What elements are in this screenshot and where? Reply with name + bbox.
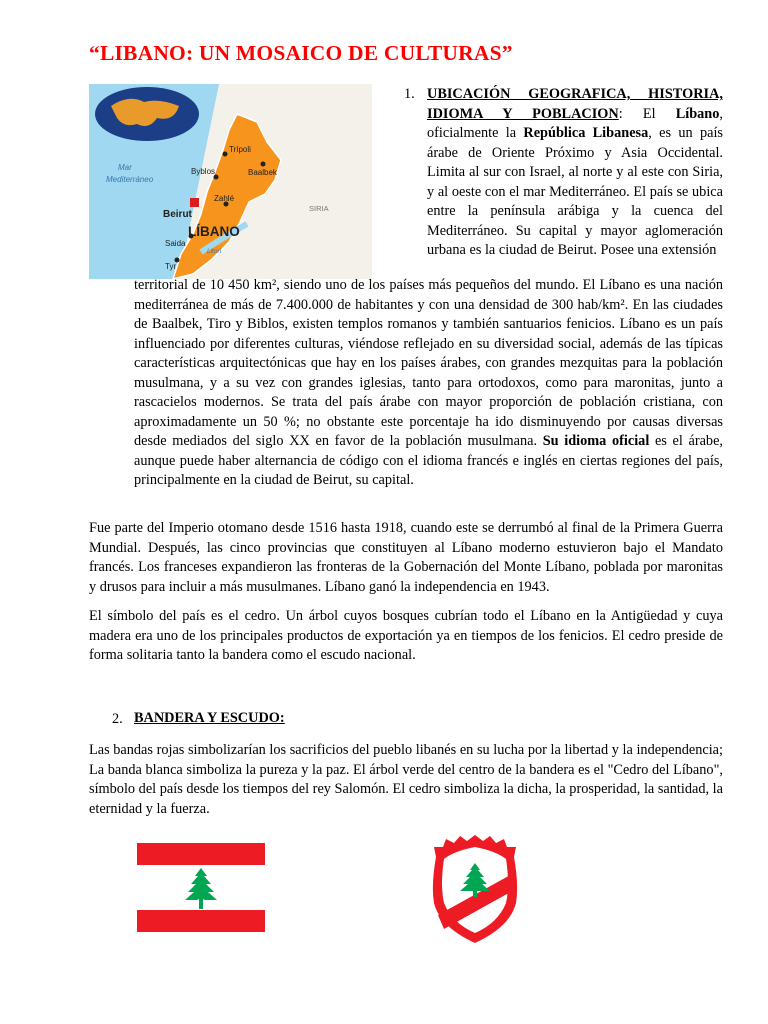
lebanon-map-image <box>89 84 372 279</box>
coast-label: Litorí <box>207 248 222 255</box>
flag-paragraph: Las bandas rojas simbolizarían los sacrificios del pueblo libanés en su lucha por la libertad y la independencia; La banda blanca simboliza la pureza y la paz. El árbol verde del centro de la bandera es el "Cedro del Líbano", símbolo del país desde los tiempos del rey Salomón. El cedro simboliza la dicha, la prosperidad, la santidad, la eternidad y la fuerza. <box>89 742 723 817</box>
city-label-byblos: Byblos <box>191 167 216 176</box>
coat-of-arms-image <box>430 833 520 945</box>
section-1-intro: UBICACIÓN GEOGRAFICA, HISTORIA, IDIOMA Y POBLACION: El Líbano, oficialmente la República Libanesa, es un país árabe de Oriente Próximo y Asia Occidental. Limita al sur con Israel, al norte y al este con Siria, y al oeste con el mar Mediterráneo. El país se ubica entre la península arábiga y la cuenca del Mediterráneo. Su capital y mayor aglomeración urbana es la ciudad de Beirut. Posee una extensión <box>427 86 723 258</box>
document-title: “LIBANO: UN MOSAICO DE CULTURAS” <box>89 41 513 65</box>
city-label-zahle: Zahlé <box>214 194 235 203</box>
lebanon-flag-image <box>137 843 265 932</box>
section-1-heading: UBICACIÓN GEOGRAFICA, HISTORIA, IDIOMA Y POBLACION <box>427 86 723 122</box>
neighbor-label: SIRIA <box>309 204 329 213</box>
section-1-number: 1. <box>404 86 415 102</box>
section-2-number: 2. <box>112 711 123 727</box>
history-paragraph: Fue parte del Imperio otomano desde 1516 hasta 1918, cuando este se derrumbó al final de la Primera Guerra Mundial. Después, las cinco provincias que constituyen al Líbano moderno estuvieron bajo el Mandato francés. Los franceses expandieron las fronteras de la Gobernación del Monte Líbano, poblada por maronitas y drusos para incluir a más musulmanes. Líbano ganó la independencia en 1943. <box>89 520 723 595</box>
capital-marker <box>190 198 199 207</box>
city-label-baalbek: Baalbek <box>248 168 277 177</box>
section-2-heading: BANDERA Y ESCUDO: <box>134 710 285 726</box>
city-label-saida: Saida <box>165 239 186 248</box>
city-label-tripoli: Trípoli <box>229 145 251 154</box>
sea-label: Mar <box>118 163 132 172</box>
sea-label-2: Mediterráneo <box>106 175 154 184</box>
section-1-body: territorial de 10 450 km², siendo uno de los países más pequeños del mundo. El Líbano es una nación mediterránea de más de 7.400.000 de habitantes y con una densidad de 300 hab/km². En las ciudades de Baalbek, Tiro y Biblos, existen templos romanos y también santuarios fenicios. Líbano es un país influenciado por diferentes culturas, viéndose reflejado en su diversidad social, además de las típicas características arquitectónicas que hay en los países árabes, con grandes mezquitas para la población musulmana, y a su vez con grandes iglesias, tanto para ortodoxos, como para maronitas, junto a rascacielos modernos. Se trata del país árabe con mayor proporción de población cristiana, con aproximadamente un 50 %; no obstante este porcentaje ha ido disminuyendo por causas diversas desde mediados del siglo XX en favor de la población musulmana. Su idioma oficial es el árabe, aunque puede haber alternancia de código con el idioma francés e inglés en ciertas regiones del país, principalmente en la ciudad de Beirut, su capital. <box>134 277 723 488</box>
cedar-paragraph: El símbolo del país es el cedro. Un árbol cuyos bosques cubrían todo el Líbano en la Antigüedad y cuya madera era uno de los principales productos de exportación ya en tiempos de los fenicios. El cedro preside de forma solitaria tanto la bandera como el escudo nacional. <box>89 608 723 663</box>
city-label-tyr: Tyr <box>165 262 177 271</box>
city-label-beirut: Beirut <box>163 209 192 220</box>
country-label: LÍBANO <box>188 224 240 239</box>
